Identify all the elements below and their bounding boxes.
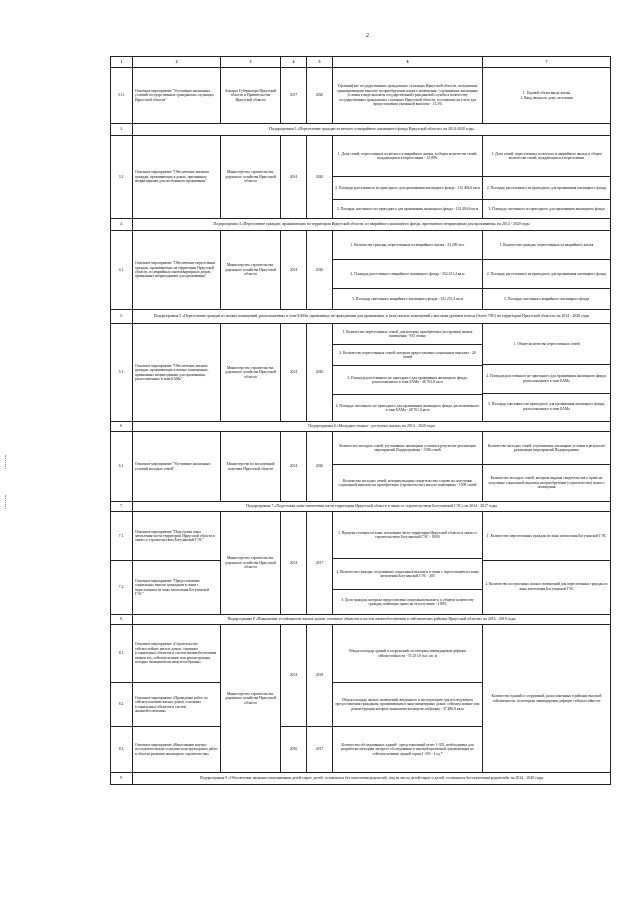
indicators: [333, 136, 483, 219]
activity-name: Основное мероприятие "Улучшение жилищных условий молодых семей": [133, 432, 221, 502]
end-year: 2020: [307, 68, 333, 124]
table-row: [111, 324, 611, 422]
row-number: 6.1.: [111, 432, 133, 502]
activity-name: Основное мероприятие «Строительство сейсмостойких жилых домов, основных (социальных) объектов и систем жизнеобеспечения взамен тех, сейсмоусиление или реконструкция которых экономически нецелесообразны»: [133, 625, 221, 683]
indicator-item: Общая площадь зданий и сооружений, по которым ликвидирован дефицит сейсмостойкости - 55 251,9 тыс. кв. м: [333, 625, 483, 683]
header-cell: 6: [333, 57, 483, 68]
section-number: 7.: [111, 502, 133, 512]
header-cell: 7: [483, 57, 611, 68]
indicators: [333, 432, 483, 502]
row-number: 3.11.: [111, 68, 133, 124]
result-item: 2. Площадь расселенного из пригодного для проживания жилищного фонда: [483, 260, 610, 289]
indicator-item: 2. Количество граждан, получивших социальные выплаты в связи с переселением из зоны затопления Богучанской ГЭС - 205: [333, 559, 482, 590]
executor: Министерство строительства, дорожного хозяйства Иркутской области: [221, 231, 281, 310]
executor: Министерство строительства, дорожного хозяйства Иркутской области: [221, 324, 281, 422]
result-item: Количество молодых семей, которым выданы свидетельства о праве на получение социальной выплаты на приобретение (строительство) жилого помещения: [488, 476, 605, 490]
section-row: [111, 502, 611, 512]
activity-name: Основное мероприятие "Обеспечение жильем граждан, проживающих в жилых помещениях, признанных непригодными для проживания, расположенных в зоне БАМа": [133, 324, 221, 422]
row-number: 4.1.: [111, 231, 133, 310]
end-year: 2020: [307, 324, 333, 422]
start-year: 2014: [281, 625, 307, 727]
table-row: [111, 432, 611, 502]
indicator-item: 3. Площадь снесенного аварийного жилищного фонда - 352 251,4 кв.м: [352, 296, 463, 301]
section-row: [111, 773, 611, 785]
section-number: 8.: [111, 615, 133, 625]
indicators: [333, 512, 483, 615]
result-item: 2. Площадь расселенного из пригодного для проживания жилищного фонда: [483, 177, 610, 200]
table-row: [111, 231, 611, 310]
start-year: 2014: [281, 432, 307, 502]
result-item: 1. Количество переселенных граждан из зоны затопления Богучанской ГЭС: [483, 514, 610, 561]
indicator-item: 2. Площадь расселенного аварийного жилищного фонда - 352 251,4 кв.м: [333, 260, 482, 289]
indicator-item: 3. Площадь расселенного не пригодного для проживания жилищного фонда, расположенного в зоне БАМа - 48 761,8 кв.м: [333, 366, 482, 395]
page-number: 2: [366, 33, 369, 39]
header-row: [111, 57, 611, 68]
table-row: [111, 625, 611, 683]
start-year: 2014: [281, 136, 307, 219]
end-year: 2018: [307, 625, 333, 727]
executor: Аппарат Губернатора Иркутской области и Правительства Иркутской области: [221, 68, 281, 124]
indicator-item: Количество обследованных зданий - представленный отчет 1-335, необходимых для разработки методики экспресс-обследования и типовой проектной документации по сейсмоусилению зданий серии 1-335 - 2 ед.*: [333, 727, 483, 773]
indicators: [333, 324, 483, 422]
start-year: 2014: [281, 512, 307, 615]
activity-name: Основное мероприятие «Выполнение научно-исследовательских и опытно-конструкторских работ в области развития жилищного строительства»: [133, 727, 221, 773]
header-cell: 5: [307, 57, 333, 68]
binder-mark: [5, 455, 8, 469]
result-item: 3. Площадь снесенного из пригодного для проживания жилищного фонда: [488, 206, 605, 211]
indicator-item: 1. Количество переселенных семей, для которых приобретены (построены) жилые помещения - 933 семьи;: [333, 324, 482, 345]
results: [483, 231, 611, 310]
indicator-item: 1. Количество граждан, переселенных из аварийного жилья - 23 209 чел.: [333, 231, 482, 260]
results: [483, 512, 611, 615]
program-table: [110, 56, 611, 785]
indicator-item: 1. Доля семей, переселенных из ветхого и аварийного жилья, в общем количестве семей, нуждающихся в переселении - 12,09%: [333, 136, 482, 177]
section-row: [111, 310, 611, 324]
section-title: Подпрограмма 7 «Подготовка зоны затопления части территории Иркутской области в связи со строительством Богучанской ГЭС» на 2014 - 2017 годы: [133, 502, 611, 512]
section-title: Подпрограмма 8 «Повышение устойчивости жилых домов, основных объектов и систем жизнеобеспечения в сейсмических районах Иркутской области» на 2014 - 2018 годы: [133, 615, 611, 625]
section-title: Подпрограмма 9 «Обеспечение жилыми помещениями детей-сирот, детей, оставшихся без попечения родителей, лиц из числа детей-сирот и детей, оставшихся без попечения родителей» на 2014 - 2020 годы: [133, 773, 611, 785]
end-year: 2017: [307, 727, 333, 773]
indicator-item: Количество молодых семей, которым выданы свидетельства о праве на получение социальной выплаты на приобретение (строительство) жилого помещения - 1508 семей: [338, 478, 477, 487]
header-cell: 4: [281, 57, 307, 68]
indicator: Удельный вес государственных гражданских служащих Иркутской области, получивших единовременную выплату на приобретение жилого помещения / улучшивших жилищные условия в виде выплаты государственной гражданской службы к количеству государственных гражданских служащих Иркутской области, состоявших на учете для предоставления указанной выплаты - 13,3%: [333, 68, 483, 124]
indicator-item: Количество молодых семей, улучшивших жилищные условия в результате реализации мероприятий Подпрограммы - 1508 семей: [333, 432, 482, 465]
binder-mark: [5, 495, 8, 509]
table-row: [111, 136, 611, 219]
row-number: 7.1.: [111, 512, 133, 561]
indicator-item: 4. Площадь снесенного не пригодного для проживания жилищного фонда, расположенного в зоне БАМа - 48 761,8 кв.м: [335, 403, 480, 412]
activity-name: Основное мероприятие «Проведение работ по сейсмоусилению жилых домов, основных (социальных) объектов и систем жизнеобеспечения»: [133, 683, 221, 727]
indicators: [333, 231, 483, 310]
section-row: [111, 219, 611, 231]
result-item: 1. Доля семей, переселенных из ветхого и аварийного жилья, в общем количестве семей, нуждающихся в переселении: [483, 136, 610, 177]
result-item: 2. Площадь расселенного не пригодного для проживания жилищного фонда, расположенного в зоне БАМа: [483, 365, 610, 394]
indicator-item: 3. Площадь снесенного из пригодного для проживания жилищного фонда - 112 494,6 кв.м: [336, 206, 479, 211]
result-item: 1. Общее количество переселенных семей: [483, 326, 610, 365]
row-number: 8.3.: [111, 727, 133, 773]
result: 1. Годовой объем ввода жилья 2. Ввод жилья по дому заселения: [483, 68, 611, 124]
start-year: 2014: [281, 324, 307, 422]
header-cell: 1: [111, 57, 133, 68]
results: [483, 136, 611, 219]
row-number: 7.2.: [111, 561, 133, 615]
section-title: Подпрограмма 6 «Молодым семьям - доступное жилье» на 2014 - 2020 годы: [133, 422, 611, 432]
section-number: 3.: [111, 124, 133, 136]
section-title: Подпрограмма 3 «Переселение граждан из ветхого и аварийного жилищного фонда Иркутской области» на 2014-2020 годы: [133, 124, 611, 136]
activity-name: Основное мероприятие "Обеспечение переселения граждан, проживающих на территории Иркутской области, из аварийных многоквартирных домов, признанных непригодными для проживания": [133, 231, 221, 310]
section-number: 5.: [111, 310, 133, 324]
result-item: Количество молодых семей, улучшивших жилищные условия в результате реализации мероприятий Подпрограммы: [483, 432, 610, 465]
indicator-item: 2. Количество переселенных семей, которым предоставлены социальные выплаты - 20 семей: [333, 345, 482, 366]
section-number: 9.: [111, 773, 133, 785]
header-cell: 3: [221, 57, 281, 68]
header-cell: 2: [133, 57, 221, 68]
table-row: [111, 68, 611, 124]
row-number: 3.1.: [111, 136, 133, 219]
section-row: [111, 615, 611, 625]
indicator-item: 3. Доля граждан, которым предоставлена социальная выплата, к общему количеству граждан, имеющих право на ее получение - 100%: [341, 597, 474, 606]
activity-name: Основное мероприятие "Улучшение жилищных условий государственных гражданских служащих Иркутской области": [133, 68, 221, 124]
executor: Министерство строительства, дорожного хозяйства Иркутской области: [221, 625, 281, 773]
start-year: 2014: [281, 231, 307, 310]
indicator-item: 1. Процент готовности зоны затопления части территории Иркутской области в связи со строительством Богучанской ГЭС - 100%: [333, 512, 482, 559]
section-row: [111, 422, 611, 432]
activity-name: Основное мероприятие "Обеспечение жилыми граждан, проживающих в домах, признанных непригодными для постоянного проживания": [133, 136, 221, 219]
end-year: 2020: [307, 136, 333, 219]
section-title: Подпрограмма 5 «Переселение граждан из жилых помещений, расположенных в зоне БАМа, признанных не пригодными для проживания, и (или) жилых помещений с высоким уровнем износа (более 70%) на территории Иркутской области» на 2014 - 2020 годы: [133, 310, 611, 324]
results: [483, 432, 611, 502]
executor: Министерство строительства, дорожного хозяйства Иркутской области: [221, 512, 281, 615]
row-number: 5.1.: [111, 324, 133, 422]
row-number: 8.1.: [111, 625, 133, 683]
executor: Министерство по молодежной политике Иркутской области: [221, 432, 281, 502]
end-year: 2020: [307, 231, 333, 310]
indicator-item: 2. Площадь расселенного из пригодного для проживания жилищного фонда - 112 494,6 кв.м: [333, 177, 482, 200]
indicator-item: Общая площадь жилых помещений, введенного в эксплуатацию для последующего предоставления гражданам, проживающим в многоквартирных домах, сейсмоусиление или реконструкция которых экономически нецелесообразны - 37 486,8 кв.м: [333, 683, 483, 727]
activity-name: Основное мероприятие "Подготовка зоны затопления части территории Иркутской области в связи со строительством Богучанской ГЭС": [133, 512, 221, 561]
section-row: [111, 124, 611, 136]
start-year: 2017: [281, 68, 307, 124]
result-item: 2. Количество построенных жилых помещений для переселенных граждан из зоны затопления Богучанской ГЭС: [485, 582, 608, 591]
activity-name: Основное мероприятие "Предоставление социальных выплат гражданам в связи с переселением из зоны затопления Богучанской ГЭС": [133, 561, 221, 615]
result-item: 3. Площадь снесенного не пригодного для проживания жилищного фонда, расположенного в зоне БАМа: [487, 402, 606, 411]
section-number: 6.: [111, 422, 133, 432]
result-item: 1. Количество граждан, переселенных из аварийного жилья: [483, 231, 610, 260]
result: Количество зданий и сооружений, расположенных в районах высокой сейсмичности, по которым ликвидирован дефицит сейсмостойкости: [483, 625, 611, 773]
end-year: 2020: [307, 432, 333, 502]
end-year: 2017: [307, 512, 333, 615]
executor: Министерство строительства, дорожного хозяйства Иркутской области: [221, 136, 281, 219]
start-year: 2016: [281, 727, 307, 773]
row-number: 8.2.: [111, 683, 133, 727]
section-title: Подпрограмма 4 «Переселение граждан, проживающих на территории Иркутской области, из аварийного жилищного фонда, признанного непригодным для проживания» на 2014 - 2020 годы: [133, 219, 611, 231]
section-number: 4.: [111, 219, 133, 231]
results: [483, 324, 611, 422]
table-row: [111, 512, 611, 561]
result-item: 3. Площадь снесенного аварийного жилищного фонда: [503, 296, 590, 301]
